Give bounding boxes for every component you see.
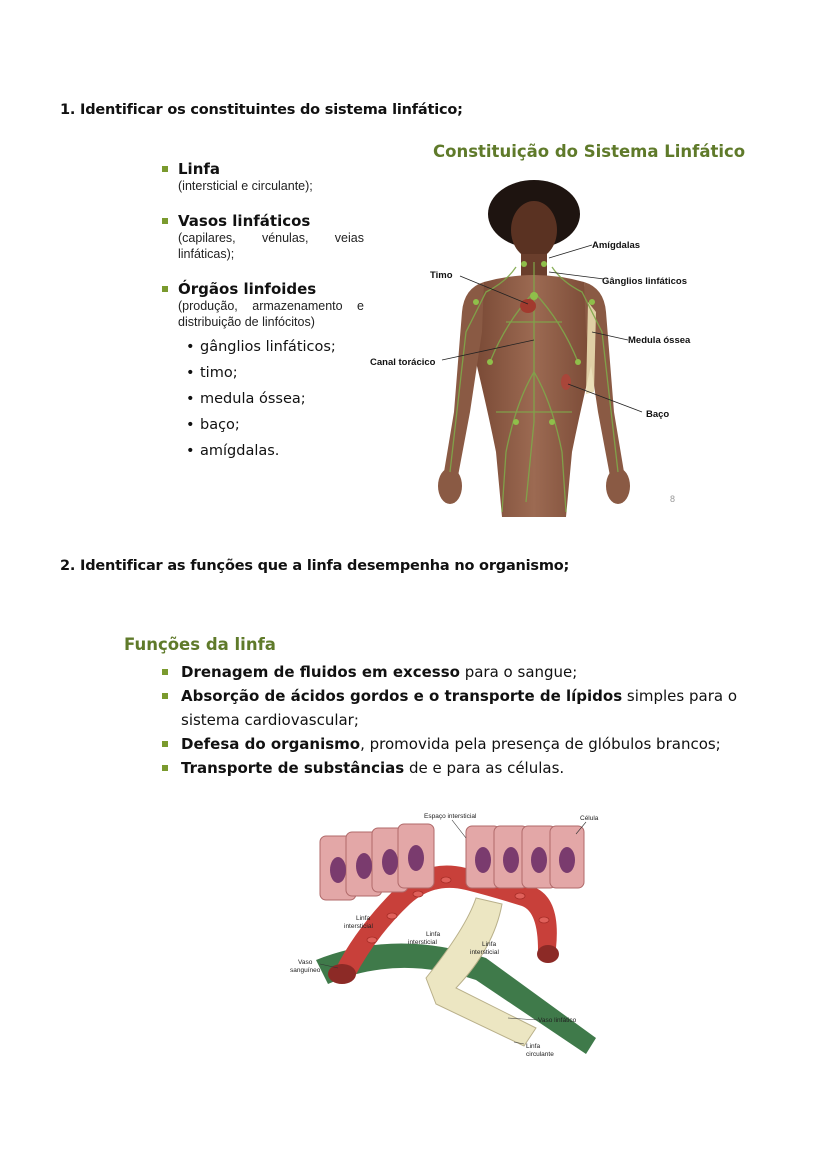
organs-list [178, 334, 364, 464]
lymph-formation-figure [276, 808, 606, 1066]
function-rest: para o sangue; [459, 663, 578, 681]
functions-list [160, 660, 740, 780]
lymphatic-system-figure [366, 172, 696, 517]
label-amigdalas: Amígdalas [592, 240, 641, 251]
label-canal: Canal torácico [370, 357, 436, 368]
page-number: 8 [670, 494, 676, 504]
function-bold: Absorção de ácidos gordos e o transporte de lípidos [181, 687, 623, 705]
organ-item: • amígdalas. [200, 438, 364, 464]
item-subtitle: (produção, armazenamento e distribuição de linfócitos) [178, 299, 364, 329]
list-item-lymph [178, 160, 364, 194]
label-linfa-int-1a: Linfa [356, 915, 371, 922]
label-medula: Medula óssea [628, 335, 691, 346]
function-rest: , promovida pela presença de glóbulos brancos; [360, 735, 721, 753]
function-item [160, 732, 740, 756]
function-bold: Transporte de substâncias [181, 759, 405, 777]
function-item [160, 684, 740, 732]
function-rest: de e para as células. [404, 759, 565, 777]
organ-item: • gânglios linfáticos; [200, 334, 364, 360]
item-subtitle: (capilares, vénulas, veias linfáticas); [178, 231, 364, 261]
label-linfa-circulante-b: circulante [526, 1051, 554, 1058]
label-linfa-int-2b: intersticial [408, 939, 437, 946]
organ-item: • timo; [200, 360, 364, 386]
function-bold: Drenagem de fluidos em excesso [181, 663, 460, 681]
figure-1-title: Constituição do Sistema Linfático [433, 142, 746, 161]
organ-item: • medula óssea; [200, 386, 364, 412]
organ-item: • baço; [200, 412, 364, 438]
functions-title: Funções da linfa [124, 635, 276, 654]
label-vaso-sanguineo-a: Vaso [298, 959, 313, 966]
label-linfa-int-2a: Linfa [426, 931, 441, 938]
section-1-heading: 1. Identificar os constituintes do sistema linfático; [60, 102, 463, 118]
label-baco: Baço [646, 409, 670, 420]
label-vaso-linfatico: Vaso linfático [538, 1017, 577, 1024]
item-title: Órgãos linfoides [160, 280, 364, 298]
function-item [160, 756, 740, 780]
label-espaco: Espaço intersticial [424, 813, 477, 820]
item-subtitle: (intersticial e circulante); [178, 179, 313, 193]
label-ganglios: Gânglios linfáticos [602, 276, 687, 287]
body-illustration [438, 180, 630, 517]
label-linfa-int-1b: intersticial [344, 923, 373, 930]
item-title: Linfa [160, 160, 364, 178]
section-2-heading: 2. Identificar as funções que a linfa desempenha no organismo; [60, 558, 570, 574]
function-item [160, 660, 740, 684]
label-linfa-int-3b: intersticial [470, 949, 499, 956]
lymphatic-constituents-list [178, 160, 364, 464]
function-bold: Defesa do organismo [181, 735, 361, 753]
label-vaso-sanguineo-b: sanguíneo [290, 967, 321, 974]
label-linfa-circulante-a: Linfa [526, 1043, 541, 1050]
function-rest: simples para o sistema cardiovascular; [181, 687, 738, 729]
label-linfa-int-3a: Linfa [482, 941, 497, 948]
item-title: Vasos linfáticos [160, 212, 364, 230]
list-item-organs [178, 280, 364, 464]
label-timo: Timo [430, 270, 453, 281]
list-item-vessels [178, 212, 364, 262]
label-celula: Célula [580, 815, 599, 822]
